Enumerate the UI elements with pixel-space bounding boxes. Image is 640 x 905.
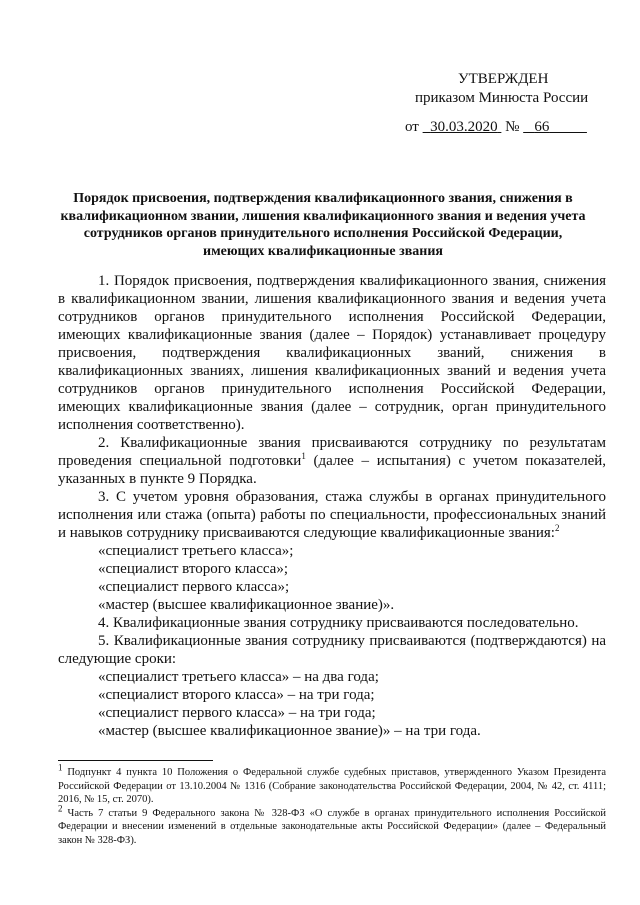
footnote-2: $^2$ Часть 7 статьи 9 Федерального закона № 328-ФЗ «О службе в органах принудительного исполнения Российской Федерации и внесении изменений в отдельные законодательные акты Российской Федерации» (далее – Федеральный закон № 328-ФЗ). <box>58 803 606 846</box>
term-item: «специалист второго класса» – на три года; <box>98 687 375 703</box>
term-item: «мастер (высшее квалификационное звание)» – на три года. <box>98 723 481 739</box>
paragraph-4: 4. Квалификационные звания сотруднику присваиваются последовательно. <box>98 615 579 631</box>
rank-item: «специалист третьего класса»; <box>98 543 294 559</box>
approval-date-prefix: от <box>405 119 419 135</box>
approval-date: 30.03.2020 <box>430 119 498 135</box>
footnote-ref-2: 2 <box>554 523 560 533</box>
approval-number: 66 <box>534 119 550 135</box>
rank-item: «мастер (высшее квалификационное звание)». <box>98 597 395 613</box>
term-item: «специалист третьего класса» – на два года; <box>98 669 379 685</box>
footnote-1: $^1$ Подпункт 4 пункта 10 Положения о Федеральной службе судебных приставов, утвержденного Указом Президента Российской Федерации от 13.10.2004 № 1316 (Собрание законодательства Российской Федерации, 2004, № 42, ст. 4111; 2016, № 15, ст. 2070). <box>58 762 606 805</box>
paragraph-2: 2. Квалификационные звания присваиваются сотруднику по результатам проведения специальной подготовки$^1$ (далее – испытания) с учетом показателей, указанных в пункте 9 Порядка. <box>58 435 606 487</box>
document-body <box>58 272 606 740</box>
footnote-ref-1: 1 <box>301 451 306 461</box>
rank-item: «специалист второго класса»; <box>98 561 289 577</box>
paragraph-1: 1. Порядок присвоения, подтверждения квалификационного звания, снижения в квалификационном звании, лишения квалификационного звания и ведения учета сотрудников органов принудительного исполнения Российской Федерации, имеющих квалификационные звания (далее – Порядок) устанавливает процедуру присвоения, подтверждения квалификационных званий, снижения в квалификационных званиях, лишения квалификационных званий и ведения учета сотрудников органов принудительного исполнения Российской Федерации, имеющих квалификационные звания (далее – сотрудник, орган принудительного исполнения соответственно). <box>58 273 606 433</box>
approval-order: приказом Минюста России <box>415 90 589 106</box>
term-item: «специалист первого класса» – на три года; <box>98 705 376 721</box>
approval-number-sign: № <box>505 119 520 135</box>
rank-item: «специалист первого класса»; <box>98 579 290 595</box>
document-title: Порядок присвоения, подтверждения квалификационного звания, снижения в квалификационном звании, лишения квалификационного звания и ведения учета сотрудников органов принудительного исполнения Российской Федерации, имеющих квалификационные звания <box>60 191 586 259</box>
footnotes <box>58 762 606 847</box>
approval-date-line <box>400 118 620 137</box>
paragraph-3: 3. С учетом уровня образования, стажа службы в органах принудительного исполнения или стажа (опыта) работы по специальности, профессиональных знаний и навыков сотруднику присваиваются следующие квалификационные звания:$^2$ <box>58 489 606 541</box>
footnote-separator <box>58 760 213 761</box>
approval-block <box>400 70 620 137</box>
approval-heading: УТВЕРЖДЕН <box>458 71 549 87</box>
paragraph-5: 5. Квалификационные звания сотруднику присваиваются (подтверждаются) на следующие сроки: <box>58 633 606 667</box>
